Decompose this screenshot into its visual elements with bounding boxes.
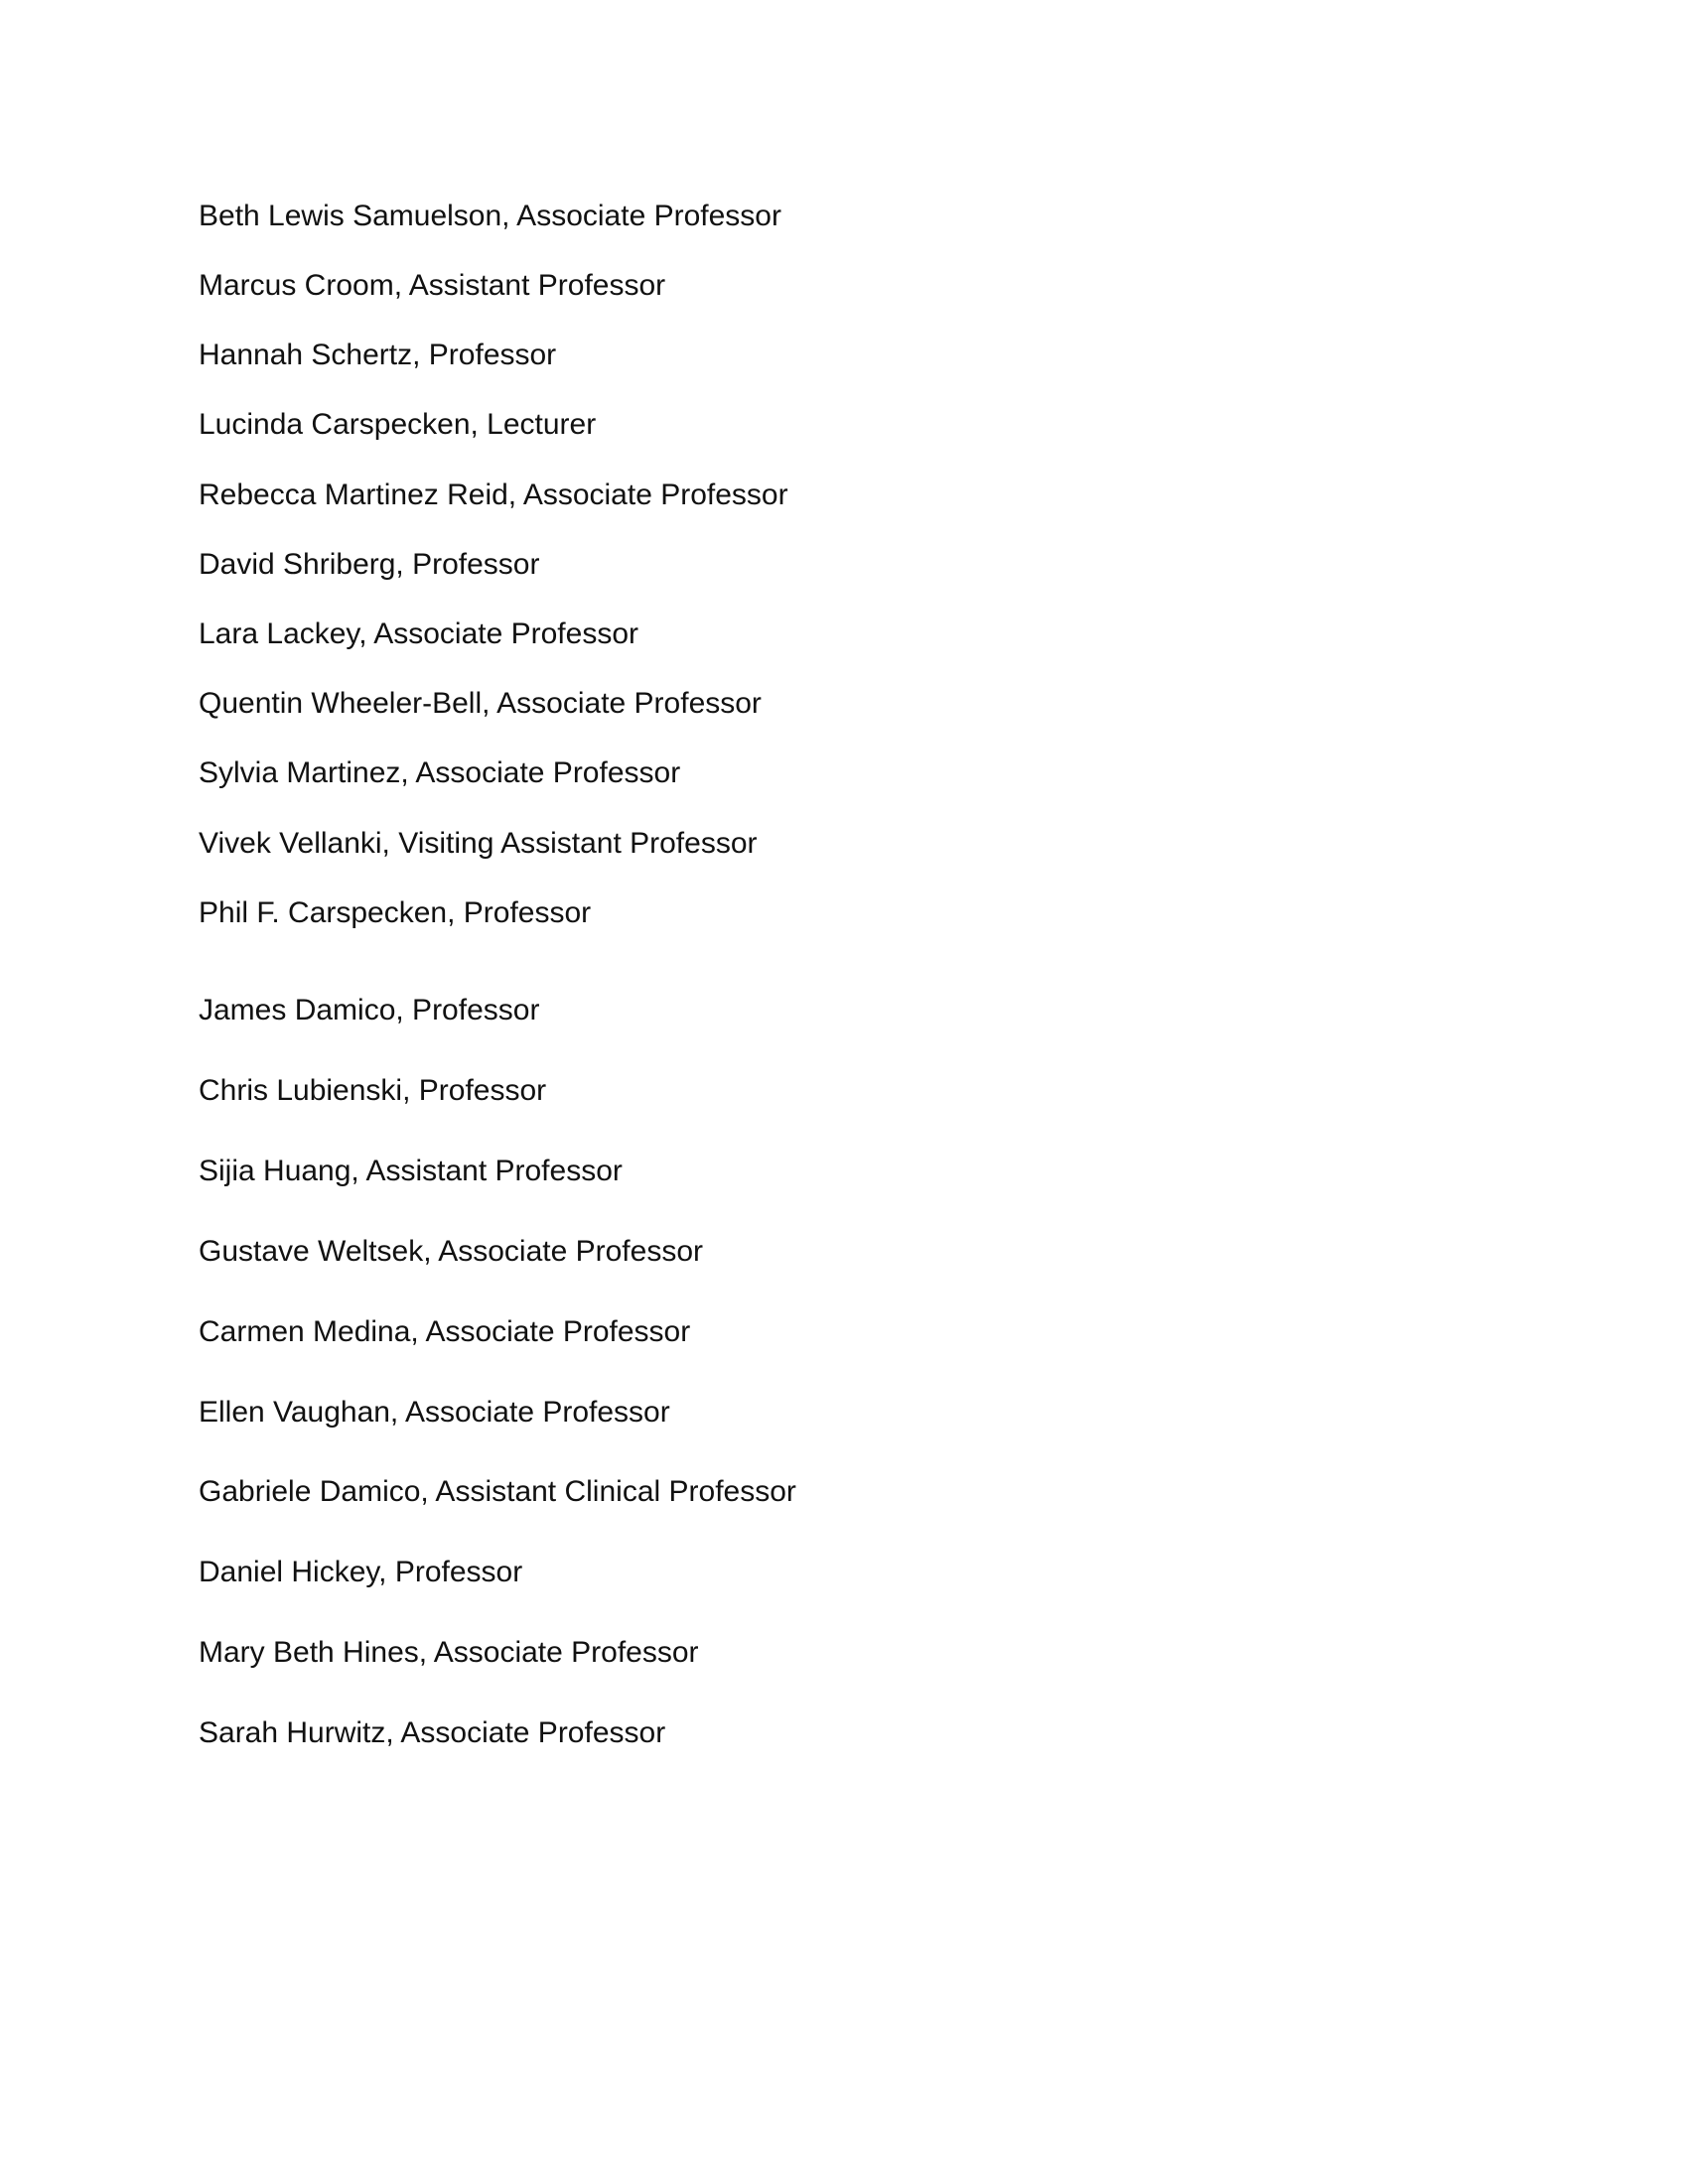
faculty-entry: Sijia Huang, Assistant Professor <box>199 1155 623 1187</box>
faculty-entry: Sarah Hurwitz, Associate Professor <box>199 1716 666 1749</box>
faculty-entry: Rebecca Martinez Reid, Associate Professor <box>199 478 788 511</box>
faculty-entry: Vivek Vellanki, Visiting Assistant Professor <box>199 827 758 860</box>
faculty-entry: Sylvia Martinez, Associate Professor <box>199 756 681 789</box>
faculty-entry: Marcus Croom, Assistant Professor <box>199 269 666 302</box>
faculty-entry: Lucinda Carspecken, Lecturer <box>199 408 597 441</box>
faculty-entry: Gustave Weltsek, Associate Professor <box>199 1235 703 1268</box>
faculty-entry: Daniel Hickey, Professor <box>199 1556 523 1588</box>
faculty-entry: Phil F. Carspecken, Professor <box>199 896 592 929</box>
faculty-entry: David Shriberg, Professor <box>199 548 540 581</box>
faculty-entry: James Damico, Professor <box>199 994 540 1026</box>
faculty-entry: Quentin Wheeler-Bell, Associate Professor <box>199 687 762 720</box>
faculty-entry: Ellen Vaughan, Associate Professor <box>199 1396 670 1429</box>
faculty-entry: Gabriele Damico, Assistant Clinical Professor <box>199 1475 796 1508</box>
faculty-entry: Lara Lackey, Associate Professor <box>199 617 638 650</box>
faculty-entry: Carmen Medina, Associate Professor <box>199 1315 691 1348</box>
faculty-entry: Mary Beth Hines, Associate Professor <box>199 1636 699 1669</box>
faculty-entry: Hannah Schertz, Professor <box>199 339 557 371</box>
faculty-entry: Chris Lubienski, Professor <box>199 1074 547 1107</box>
faculty-entry: Beth Lewis Samuelson, Associate Professor <box>199 200 781 232</box>
